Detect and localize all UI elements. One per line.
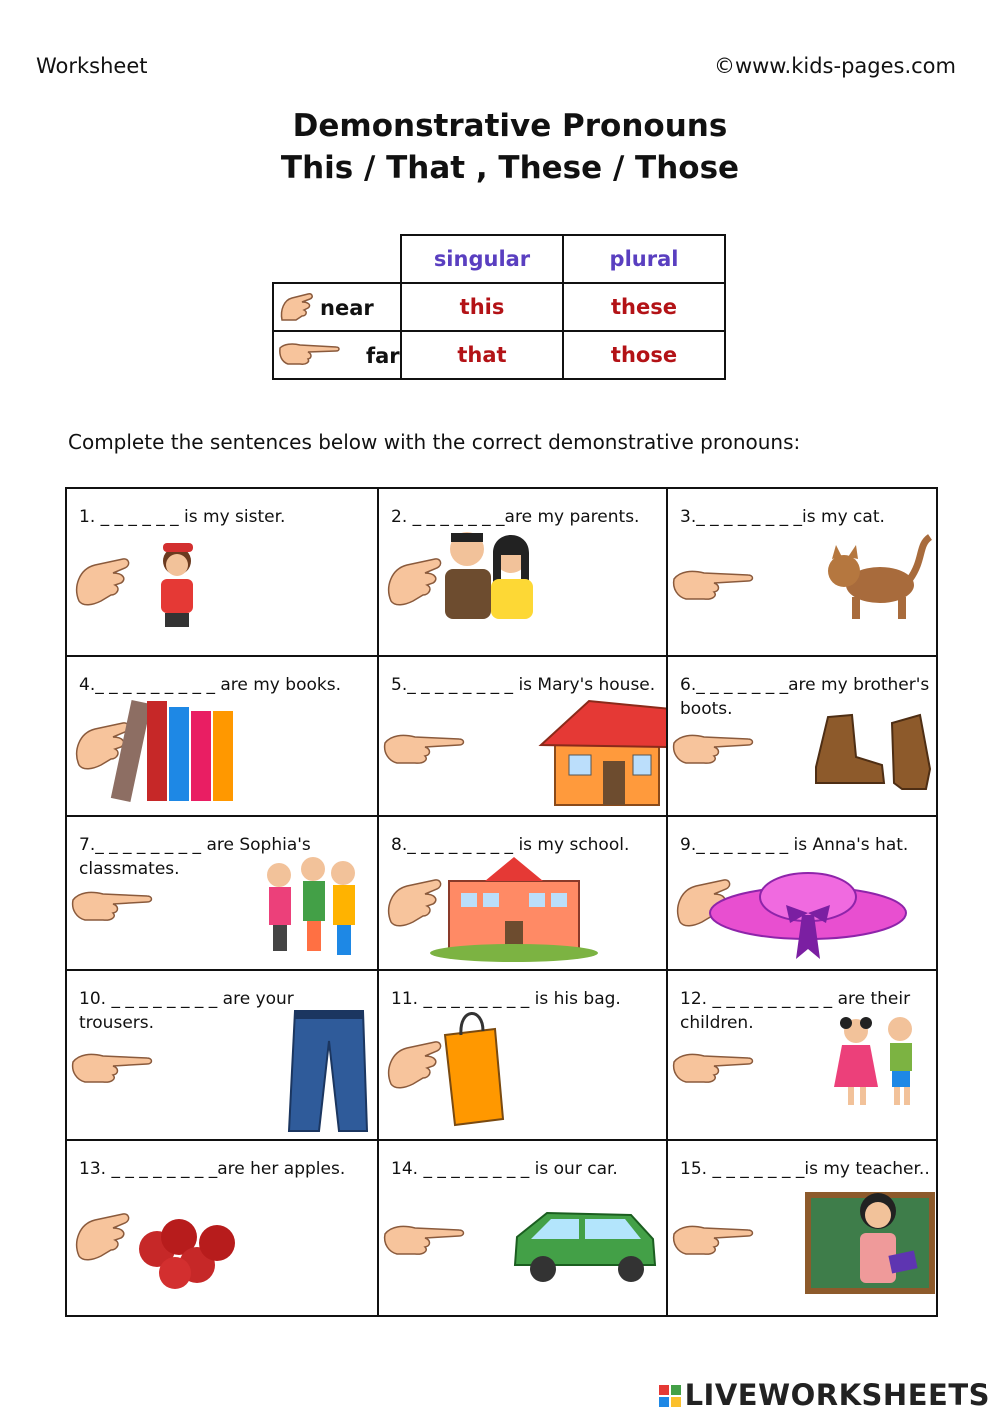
- parents-illustration: [445, 532, 533, 619]
- pronoun-these: these: [563, 283, 725, 331]
- car-illustration: [515, 1213, 655, 1282]
- instructions: Complete the sentences below with the correct demonstrative pronouns:: [68, 430, 801, 454]
- exercise-item: [67, 1141, 379, 1317]
- footer-brand: LIVEWORKSHEETS: [684, 1378, 990, 1412]
- exercise-sentence: 2. _ _ _ _ _ _ _are my parents.: [391, 507, 640, 527]
- exercise-item: [379, 489, 668, 657]
- near-pointing-hand-icon: [389, 880, 441, 926]
- exercise-sentence: 8._ _ _ _ _ _ _ _ is my school.: [391, 835, 630, 855]
- source-website: ©www.kids-pages.com: [713, 54, 956, 78]
- hat-illustration: [710, 873, 906, 959]
- exercise-sentence: 6._ _ _ _ _ _ _are my brother's boots.: [680, 675, 935, 719]
- exercise-item: [668, 817, 938, 971]
- row-far: [273, 331, 401, 379]
- far-pointing-hand-icon: [73, 892, 152, 920]
- far-pointing-hand-icon: [674, 1226, 753, 1254]
- page-subtitle: This / That , These / Those: [280, 150, 740, 186]
- liveworksheets-logo: [659, 1378, 990, 1412]
- exercise-sentence: 15. _ _ _ _ _ _ _is my teacher..: [680, 1159, 930, 1179]
- exercise-sentence: 1. _ _ _ _ _ _ is my sister.: [79, 507, 286, 527]
- pronoun-that: that: [401, 331, 563, 379]
- label-far: far: [366, 344, 400, 368]
- house-illustration: [541, 701, 666, 805]
- near-pointing-hand-icon: [389, 1042, 441, 1088]
- exercise-sentence: 5._ _ _ _ _ _ _ _ is Mary's house.: [391, 675, 656, 695]
- near-pointing-hand-icon: [77, 1214, 129, 1260]
- near-hand-icon: [278, 290, 322, 324]
- exercise-sentence: 14. _ _ _ _ _ _ _ _ is our car.: [391, 1159, 618, 1179]
- bag-illustration: [445, 1013, 503, 1125]
- exercise-item: [668, 971, 938, 1141]
- far-hand-icon: [278, 338, 342, 368]
- liveworksheets-icon: [659, 1385, 681, 1407]
- row-near: [273, 283, 401, 331]
- books-illustration: [111, 700, 233, 802]
- cat-illustration: [828, 537, 930, 619]
- far-pointing-hand-icon: [674, 735, 753, 763]
- exercise-item: [668, 1141, 938, 1317]
- label-near: near: [320, 296, 374, 320]
- exercise-item: [67, 657, 379, 817]
- exercise-sentence: 7._ _ _ _ _ _ _ _ are Sophia's classmates.: [79, 835, 317, 879]
- pronoun-this: this: [401, 283, 563, 331]
- apples-illustration: [139, 1219, 235, 1289]
- far-pointing-hand-icon: [674, 1054, 753, 1082]
- header-singular: singular: [401, 235, 563, 283]
- teacher-illustration: [808, 1193, 932, 1291]
- exercise-sentence: 9._ _ _ _ _ _ _ is Anna's hat.: [680, 835, 909, 855]
- exercise-sentence: 11. _ _ _ _ _ _ _ _ is his bag.: [391, 989, 621, 1009]
- table-corner: [273, 235, 401, 283]
- exercise-item: [67, 489, 379, 657]
- exercise-item: [67, 817, 379, 971]
- exercise-item: [668, 489, 938, 657]
- exercise-item: [379, 971, 668, 1141]
- header-plural: plural: [563, 235, 725, 283]
- exercise-item: [67, 971, 379, 1141]
- exercise-item: [379, 657, 668, 817]
- page-title: Demonstrative Pronouns: [292, 108, 728, 144]
- exercise-grid: [65, 487, 938, 1317]
- girl-illustration: [161, 543, 193, 627]
- far-pointing-hand-icon: [385, 1226, 464, 1254]
- worksheet-label: Worksheet: [36, 54, 148, 78]
- exercise-sentence: 10. _ _ _ _ _ _ _ _ are your trousers.: [79, 989, 300, 1033]
- pronoun-reference-table: [272, 234, 726, 380]
- exercise-item: [668, 657, 938, 817]
- pronoun-those: those: [563, 331, 725, 379]
- exercise-item: [379, 817, 668, 971]
- exercise-sentence: 3._ _ _ _ _ _ _ _is my cat.: [680, 507, 885, 527]
- far-pointing-hand-icon: [674, 571, 753, 599]
- far-pointing-hand-icon: [385, 735, 464, 763]
- near-pointing-hand-icon: [389, 559, 441, 605]
- boots-illustration: [816, 715, 930, 789]
- exercise-sentence: 12. _ _ _ _ _ _ _ _ _ are their children.: [680, 989, 916, 1033]
- far-pointing-hand-icon: [73, 1054, 152, 1082]
- school-illustration: [430, 857, 598, 962]
- exercise-sentence: 4._ _ _ _ _ _ _ _ _ are my books.: [79, 675, 341, 695]
- exercise-item: [379, 1141, 668, 1317]
- exercise-sentence: 13. _ _ _ _ _ _ _ _are her apples.: [79, 1159, 346, 1179]
- near-pointing-hand-icon: [77, 559, 129, 605]
